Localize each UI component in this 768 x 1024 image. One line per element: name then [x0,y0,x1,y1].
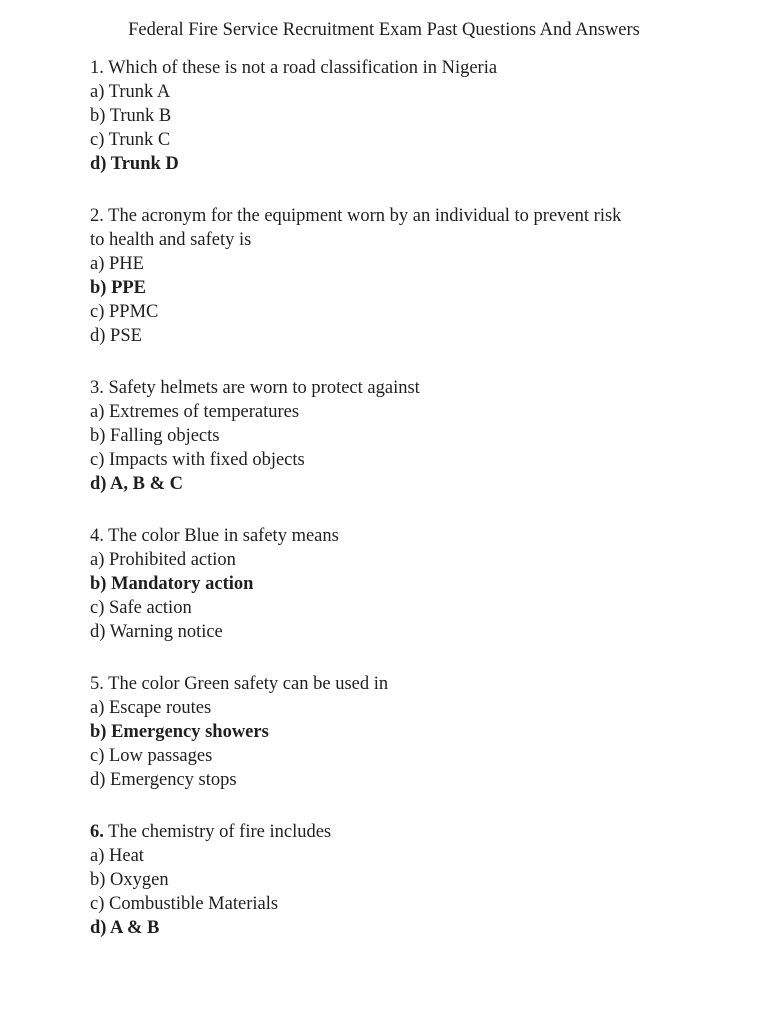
question-3-option-c: c) Impacts with fixed objects [90,450,305,470]
question-5-option-b-answer: b) Emergency showers [90,722,269,742]
question-3-stem: 3. Safety helmets are worn to protect against [90,378,420,398]
question-4-option-c: c) Safe action [90,598,192,618]
question-1-stem: 1. Which of these is not a road classification in Nigeria [90,58,498,78]
question-2 [90,204,690,348]
question-6 [90,820,690,940]
question-5-option-a: a) Escape routes [90,698,212,718]
question-4 [90,524,690,644]
question-3 [90,376,690,496]
question-1 [90,56,690,176]
question-4-option-a: a) Prohibited action [90,550,236,570]
question-2-stem-line-1: 2. The acronym for the equipment worn by an individual to prevent risk [90,206,622,226]
question-2-stem-line-2: to health and safety is [90,230,252,250]
question-5 [90,672,690,792]
question-1-option-d-answer: d) Trunk D [90,154,179,174]
question-6-option-a: a) Heat [90,846,144,866]
question-6-stem [90,820,690,844]
question-1-option-c: c) Trunk C [90,130,171,150]
question-6-option-c: c) Combustible Materials [90,894,279,914]
question-4-option-d: d) Warning notice [90,622,223,642]
question-3-option-d-answer: d) A, B & C [90,474,184,494]
question-6-stem-text: The chemistry of fire includes [103,822,332,842]
question-4-option-b-answer: b) Mandatory action [90,574,254,594]
question-1-option-b: b) Trunk B [90,106,172,126]
question-6-option-d-answer: d) A & B [90,918,160,938]
question-2-option-d: d) PSE [90,326,142,346]
question-3-option-a: a) Extremes of temperatures [90,402,300,422]
question-6-number: 6. [90,822,104,842]
question-2-option-b-answer: b) PPE [90,278,147,298]
document-title: Federal Fire Service Recruitment Exam Past Questions And Answers [128,20,640,40]
question-2-option-c: c) PPMC [90,302,159,322]
question-5-stem: 5. The color Green safety can be used in [90,674,389,694]
question-2-option-a: a) PHE [90,254,144,274]
question-4-stem: 4. The color Blue in safety means [90,526,339,546]
question-5-option-d: d) Emergency stops [90,770,237,790]
question-1-option-a: a) Trunk A [90,82,171,102]
question-6-option-b: b) Oxygen [90,870,169,890]
question-5-option-c: c) Low passages [90,746,213,766]
question-3-option-b: b) Falling objects [90,426,220,446]
